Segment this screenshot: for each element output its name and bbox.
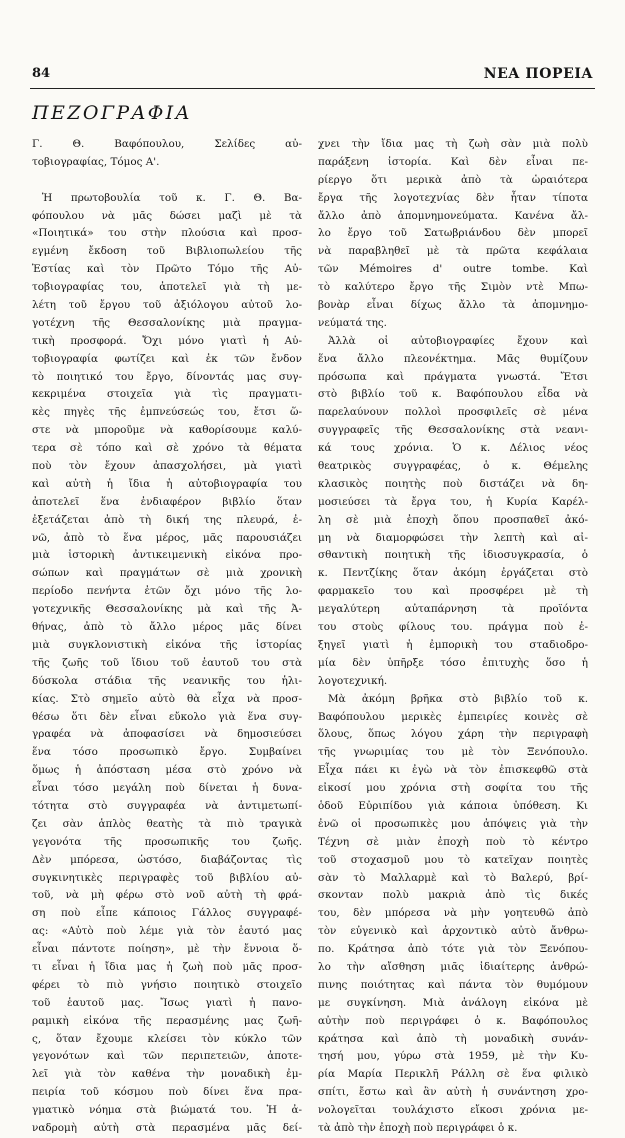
- text-line: γεγονότων καὶ τῶν περιπετειῶν, ἀποτε-: [32, 1050, 302, 1063]
- text-line: ραμικὴ εἰκόνα τῆς περασμένης μας ζωῆ-: [32, 1014, 302, 1027]
- text-line: ἐνῶ οἱ προσωπικὲς μου ἀπόψεις γιὰ τὴν: [318, 817, 588, 830]
- text-line: συγγραφεῖς τῆς Θεσσαλονίκης στὰ νεανι-: [318, 424, 588, 437]
- text-line: τοῦ στοχασμοῦ μου τὸ κατεῖχαν ποιητὲς: [318, 853, 588, 866]
- text-line: τι εἶναι ἡ ἴδια μας ἡ ζωὴ ποὺ μᾶς προσ-: [32, 960, 302, 973]
- section-heading: ΠΕΖΟΓΡΑΦΙΑ: [32, 102, 192, 124]
- text-line: φαρμακεῖο του καὶ προσφέρει μὲ τὴ: [318, 585, 588, 598]
- text-line: μιὰ ἱστορικὴ ἀντικειμενικὴ εἰκόνα προ-: [32, 549, 302, 562]
- right-text-column: [318, 136, 588, 1138]
- text-line: καὶ αὐτὴ ἡ ἴδια ἡ αὐτοβιογραφία του: [32, 477, 302, 490]
- text-line: τῆς ζωῆς τοῦ ἴδιου τοῦ ἑαυτοῦ του στὰ: [32, 656, 302, 669]
- text-line: λέτη τοῦ ἔργου τοῦ ἀξιόλογου αὐτοῦ λο-: [32, 299, 302, 312]
- text-line: κράτησα καὶ ἀπὸ τὴ μοναδικὴ συνάν-: [318, 1032, 588, 1045]
- text-line: νεύματά της.: [318, 316, 387, 329]
- text-line: ας: «Αὐτὸ ποὺ λέμε γιὰ τὸν ἑαυτό μας: [32, 925, 302, 938]
- text-line: λογοτεχνική.: [318, 674, 388, 687]
- text-line: Βαφόπουλου μερικὲς ἐμπειρίες κοινὲς σὲ: [318, 710, 588, 723]
- text-line: τὸν εὐγενικὸ καὶ ἀρχοντικὸ αὐτὸ ἄνθρω-: [318, 925, 588, 938]
- text-line: τερα σὲ τόπο καὶ σὲ χρόνο τὰ θέματα: [32, 442, 302, 455]
- text-line: του στοὺς φίλους του. πράγμα ποὺ ἐ-: [318, 621, 588, 634]
- text-line: ὁδοῦ Εὐριπίδου γιὰ κάποια ὑπόθεση. Κι: [318, 799, 588, 812]
- text-line: ς, ὅταν ἔχουμε κλείσει τὸν κύκλο τῶν: [32, 1032, 302, 1045]
- text-line: τοῦ, νὰ μὴ φέρω στὸ νοῦ αὐτὴ τὴ φρά-: [32, 889, 302, 902]
- text-line: ἕνα τόσο προσωπικὸ ἔργο. Συμβαίνει: [32, 746, 302, 759]
- text-line: παράξενη ἱστορία. Καὶ δὲν εἶναι πε-: [318, 155, 588, 168]
- text-line: κίας. Στὸ σημεῖο αὐτὸ θὰ εἶχα νὰ προσ-: [32, 692, 302, 705]
- text-line: θέσω ὅτι δὲν εἶναι εὔκολο γιὰ ἕνα συγ-: [32, 710, 302, 723]
- text-line: εγμένη ἔκδοση τοῦ Βιβλιοπωλείου τῆς: [32, 245, 302, 258]
- text-line: Γ. Θ. Βαφόπουλου, Σελίδες αὐ-: [32, 138, 302, 150]
- text-line: εἰκοσί μου χρόνια στὴ σοφίτα του τῆς: [318, 782, 588, 795]
- text-line: τὰ ἀπὸ τὴν ἐποχὴ ποὺ περιγράφει ὁ κ.: [318, 1121, 518, 1134]
- text-line: ζει σὰν ἁπλὸς θεατὴς τὰ πιὸ τραγικὰ: [32, 817, 302, 830]
- text-line: γματικὸ νόημα στὰ βιώματά του. Ἡ ἀ-: [32, 1104, 302, 1117]
- text-line: φέρει τὸ πιὸ γνήσιο ποιητικὸ στοιχεῖο: [32, 978, 302, 991]
- text-line: Δὲν μπόρεσα, ὡστόσο, διαβάζοντας τὶς: [32, 853, 302, 866]
- text-line: νολογεῖται τουλάχιστο εἴκοσι χρόνια με-: [318, 1104, 588, 1117]
- text-line: κεκριμένα στοιχεῖα γιὰ τὶς πραγματι-: [32, 388, 302, 401]
- text-line: λο ἔργο τοῦ Σατωβριάνδου δὲν μπορεῖ: [318, 227, 588, 240]
- text-line: νὰ παραβληθεῖ μὲ τὰ πρῶτα κεφάλαια: [318, 245, 588, 258]
- text-line: κὲς πηγὲς τῆς ἐμπνεύσεώς του, ἔτσι ὥ-: [32, 406, 302, 419]
- text-line: γοτέχνη τῆς Θεσσαλονίκης μιὰ πραγμα-: [32, 316, 302, 329]
- text-line: τησή μου, γύρω στὰ 1959, μὲ τὴν Κυ-: [318, 1050, 588, 1063]
- text-line: γοτεχνικῆς Θεσσαλονίκης μὰ καὶ τῆς Ἀ-: [32, 603, 302, 616]
- text-line: στὸ βιβλίο τοῦ κ. Βαφόπουλου εἶδα νὰ: [318, 388, 588, 401]
- left-text-column: [32, 136, 302, 1138]
- text-line: δύσκολα στάδια τῆς νεανικῆς του ἡλι-: [32, 674, 302, 687]
- text-line: ποὺ τὸν ἔχουν ἀπασχολήσει, μὰ γιατὶ: [32, 460, 302, 473]
- text-line: αὐτὴν ποὺ περιγράφει ὁ κ. Βαφόπουλος: [318, 1014, 588, 1027]
- text-line: συγκινητικὲς περιγραφὲς τοῦ βιβλίου αὐ-: [32, 871, 302, 884]
- text-line: Ἑστίας καὶ τὸν Πρῶτο Τόμο τῆς Αὐ-: [32, 263, 302, 276]
- text-line: σὰν τὸ Μαλλαρμὲ καὶ τὸ Βαλερύ, βρί-: [318, 871, 588, 884]
- text-line: μη νὰ διαμορφώσει τὴν λεπτὴ καὶ αἰ-: [318, 531, 588, 544]
- text-line: σπίτι, ἔστω καὶ ἂν αὐτὴ ἡ συνάντηση χρο-: [318, 1086, 588, 1099]
- text-line: τῆς γνωριμίας του μὲ τὸν Ξενόπουλο.: [318, 746, 588, 759]
- text-line: ὅλους, ὅπως λόγου χάρη τὴν περιγραφὴ: [318, 728, 588, 741]
- text-line: χνει τὴν ἴδια μας τὴ ζωὴ σὰν μιὰ πολὺ: [318, 138, 588, 150]
- text-line: βονὰρ εἶναι δίχως ἄλλο τὰ ἀπομνημο-: [318, 299, 588, 312]
- text-line: μεγαλύτερη αὐταπάρνηση τὰ προϊόντα: [318, 603, 588, 616]
- text-line: ἀποτελεῖ ἕνα ἐνδιαφέρον βιβλίο ὅταν: [32, 495, 302, 508]
- text-line: Ἀλλὰ οἱ αὐτοβιογραφίες ἔχουν καὶ: [328, 334, 588, 347]
- text-line: θεατρικὸς συγγραφέας, ὁ κ. Θέμελης: [318, 460, 588, 473]
- text-line: ἄλλο ἀπὸ ἀπομνημονεύματα. Κανένα ἄλ-: [318, 209, 588, 222]
- journal-title: ΝΕΑ ΠΟΡΕΙΑ: [483, 66, 593, 82]
- text-line: τοβιογραφίας, Τόμος Α'.: [32, 155, 160, 168]
- text-line: περίοδο πενήντα ἐτῶν ὄχι μόνο τῆς λο-: [32, 585, 302, 598]
- text-line: τοβιογραφίας του, ἀποτελεῖ γιὰ τὴ με-: [32, 281, 302, 294]
- text-line: λη σὲ μιὰ ἐποχὴ ὅπου προσπαθεῖ ἀκό-: [318, 513, 588, 526]
- text-line: γραφέα νὰ ἀποφασίσει νὰ δημοσιεύσει: [32, 728, 302, 741]
- text-line: παρελαύνουν πολλοὶ προσφιλεῖς σὲ μένα: [318, 406, 588, 419]
- text-line: πρόσωπα καὶ πράγματα γνωστά. Ἔτσι: [318, 370, 588, 383]
- text-line: τῶν Mémoires d' outre tombe. Καὶ: [318, 263, 588, 276]
- text-line: γεγονότα τῆς προσωπικῆς του ζωῆς.: [32, 835, 302, 848]
- text-line: μοσιεύσει τὰ ἔργα του, ἡ Κυρία Καρέλ-: [318, 495, 588, 508]
- text-line: ναδρομὴ αὐτὴ στὰ περασμένα μᾶς δεί-: [32, 1121, 302, 1134]
- text-line: τοβιογραφία φωτίζει καὶ ἐκ τῶν ἔνδον: [32, 352, 302, 365]
- text-line: νῶ, ἀπὸ τὸ ἕνα μέρος, μᾶς παρουσιάζει: [32, 531, 302, 544]
- text-line: κλασικὸς ποιητὴς ποὺ διστάζει νὰ δη-: [318, 477, 588, 490]
- text-line: στε νὰ μποροῦμε νὰ καθορίσουμε καλύ-: [32, 424, 302, 437]
- text-line: «Ποιητικά» του στὴν πλούσια καὶ προσ-: [32, 227, 302, 240]
- header-rule: [30, 88, 595, 89]
- text-line: του, δὲν μπόρεσα νὰ μὴν γοητευθῶ ἀπὸ: [318, 907, 588, 920]
- text-line: εἶναι τόσο μεγάλη ποὺ δίνεται ἡ δυνα-: [32, 782, 302, 795]
- text-line: πο. Κράτησα ἀπὸ τότε γιὰ τὸν Ξενόπου-: [318, 943, 588, 956]
- text-line: ἐξετάζεται ἀπὸ τὴ δική της πλευρά, ἐ-: [32, 513, 302, 526]
- text-line: πειρία τοῦ κόσμου ποὺ δίνει ἕνα πρα-: [32, 1086, 302, 1099]
- text-line: ἔργα τῆς λογοτεχνίας δὲν ἦταν τίποτα: [318, 191, 588, 204]
- text-line: τὸ ποιητικό του ἔργο, δίνοντάς μας συγ-: [32, 370, 302, 383]
- text-line: Μὰ ἀκόμη βρῆκα στὸ βιβλίο τοῦ κ.: [328, 692, 588, 705]
- text-line: ρίεργο ὅτι μερικὰ ἀπὸ τὰ ὡραιότερα: [318, 173, 588, 186]
- text-line: εἶναι πάντοτε ποίηση», μὲ τὴν ἔννοια ὅ-: [32, 943, 302, 956]
- text-line: Ἡ πρωτοβουλία τοῦ κ. Γ. Θ. Βα-: [42, 191, 302, 204]
- text-line: λεῖ γιὰ τὸν καθένα τὴν μοναδικὴ ἐμ-: [32, 1068, 302, 1081]
- text-line: κά τους χρόνια. Ὁ κ. Δέλιος νέος: [318, 442, 588, 455]
- text-line: πινης ποιότητας καὶ πάντα τὸν θυμόμουν: [318, 978, 588, 991]
- text-line: λο τὴν αἴσθηση μιᾶς ἰδιαίτερης ἀνθρώ-: [318, 960, 588, 973]
- text-line: τότητα στὸ συγγραφέα νὰ ἀντιμετωπί-: [32, 799, 302, 812]
- text-line: Εἶχα πάει κι ἐγὼ νὰ τὸν ἐπισκεφθῶ στὰ: [318, 764, 588, 777]
- text-line: με συγκίνηση. Μιὰ ἀνάλογη εἰκόνα μὲ: [318, 996, 588, 1009]
- text-line: θήνας, ἀπὸ τὸ ἄλλο μέρος μᾶς δίνει: [32, 621, 302, 634]
- text-line: κ. Πεντζίκης ὅταν ἀκόμη ἐργάζεται στὸ: [318, 567, 588, 580]
- text-line: φόπουλου νὰ μᾶς δώσει μαζὶ μὲ τὰ: [32, 209, 302, 222]
- text-line: ρία Μαρία Περικλῆ Ράλλη σὲ ἕνα φιλικὸ: [318, 1068, 588, 1081]
- text-line: σκονταν πολὺ μακριὰ ἀπὸ τὶς δικές: [318, 889, 588, 902]
- text-line: [32, 172, 302, 190]
- text-line: ἕνα ἄλλο πλεονέκτημα. Μᾶς θυμίζουν: [318, 352, 588, 365]
- text-line: μιὰ συγκλονιστικὴ εἰκόνα τῆς ἱστορίας: [32, 638, 302, 651]
- text-line: τὸ καλύτερο ἔργο τῆς Σιμὸν ντὲ Μπω-: [318, 281, 588, 294]
- text-line: τικὴ προσφορά. Ὄχι μόνο γιατὶ ἡ Αὐ-: [32, 334, 302, 347]
- text-line: σώπων καὶ πραγμάτων σὲ μιὰ χρονικὴ: [32, 567, 302, 580]
- text-line: σθαντικὴ ποιητικὴ τῆς ἰδιοσυγκρασία, ὁ: [318, 549, 588, 562]
- text-line: ξηγεῖ γιατὶ ἡ ἐμπορικὴ του σταδιοδρο-: [318, 638, 588, 651]
- text-line: τοῦ ἑαυτοῦ μας. Ἴσως γιατὶ ἡ πανο-: [32, 996, 302, 1009]
- text-line: Τέχνη σὲ μιὰν ἐποχὴ ποὺ τὸ κέντρο: [318, 835, 588, 848]
- text-line: μία δὲν ὑπῆρξε τόσο ἐπιτυχὴς ὅσο ἡ: [318, 656, 588, 669]
- text-line: ση ποὺ εἶπε κάποιος Γάλλος συγγραφέ-: [32, 907, 302, 920]
- page-number: 84: [32, 66, 51, 81]
- text-line: ὅμως ἡ ἀπόσταση μέσα στὸ χρόνο νὰ: [32, 764, 302, 777]
